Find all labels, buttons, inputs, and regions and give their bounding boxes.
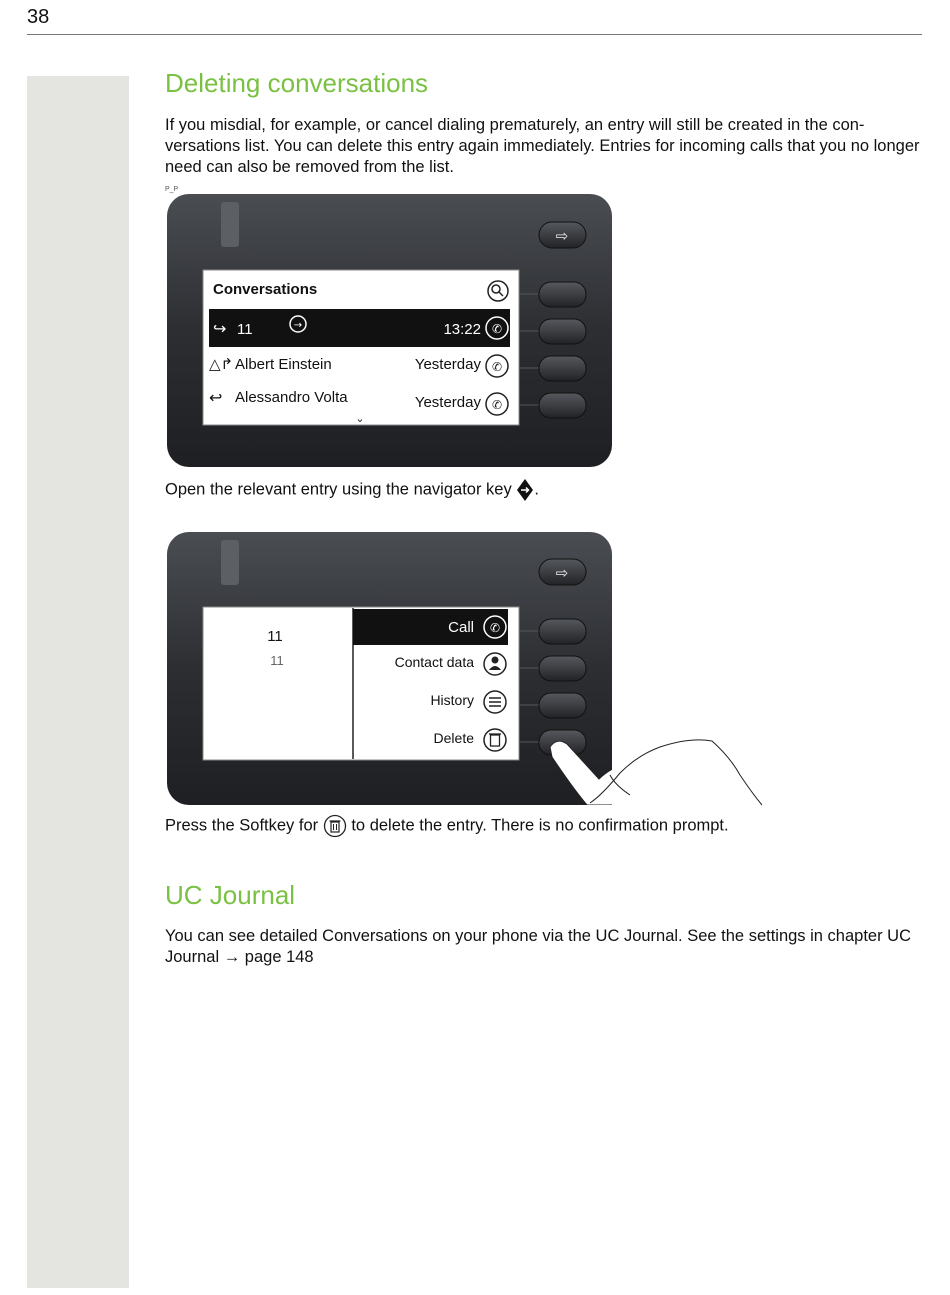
svg-text:✆: ✆ — [491, 360, 503, 374]
svg-text:→: → — [293, 320, 303, 331]
step1-instruction — [165, 478, 922, 502]
menu-item-label[interactable]: Contact data — [394, 654, 474, 670]
phone-illustration-conversations — [167, 194, 612, 467]
navigator-key-icon — [516, 478, 534, 502]
step2-text-after: to delete the entry. There is no confirmation prompt. — [351, 816, 729, 835]
hand-outline — [590, 735, 770, 810]
menu-item-label[interactable]: Delete — [433, 730, 474, 746]
step1-text: Open the relevant entry using the navigator key — [165, 480, 512, 499]
step2-instruction — [165, 814, 922, 838]
incoming-call-icon: ↩ — [209, 388, 223, 407]
softkey-1[interactable] — [539, 282, 586, 307]
softkey-contact-data[interactable] — [539, 656, 586, 681]
softkey-3[interactable] — [539, 356, 586, 381]
row-time: 13:22 — [443, 321, 481, 338]
row-name: Albert Einstein — [235, 356, 332, 373]
contact-number-secondary: 11 — [270, 653, 284, 668]
search-icon[interactable] — [488, 281, 508, 301]
page-number: 38 — [27, 6, 50, 28]
handset-hook — [221, 540, 239, 585]
section-title-uc-journal: UC Journal — [165, 880, 296, 910]
leave-icon: ⇨ — [555, 564, 569, 582]
row-name: Alessandro Volta — [235, 389, 348, 406]
uc-journal-paragraph: You can see detailed Conversations on your phone via the UC Journal. See the settings in chapter UC Journal → page 148 — [165, 927, 912, 966]
softkey-call[interactable] — [539, 619, 586, 644]
svg-text:✆: ✆ — [491, 322, 503, 336]
step1-period: . — [534, 480, 539, 499]
trash-icon — [323, 814, 347, 838]
svg-text:✆: ✆ — [491, 398, 503, 412]
svg-text:✆: ✆ — [489, 621, 501, 635]
outgoing-call-icon: ↪ — [213, 319, 227, 338]
section-title-deleting: Deleting conversations — [165, 68, 429, 98]
person-icon — [484, 653, 506, 675]
row-time: Yesterday — [414, 356, 481, 373]
leave-icon: ⇨ — [555, 227, 569, 245]
intro-paragraph: If you misdial, for example, or cancel dialing prematurely, an entry will still be created in the con-versations list. You can delete this entry again immediately. Entries for incoming calls that you no longer need can also be removed from the list. — [165, 116, 920, 176]
header-rule — [27, 34, 922, 35]
missed-call-icon: △↱ — [209, 355, 234, 373]
contact-number: 11 — [267, 628, 283, 645]
row-time: Yesterday — [414, 394, 481, 411]
phone-illustration-context-menu — [167, 532, 612, 805]
screen-title: Conversations — [213, 281, 318, 298]
image-tag: P_P — [165, 186, 179, 193]
menu-item-label[interactable]: History — [430, 692, 474, 708]
handset-hook — [221, 202, 239, 247]
side-margin-bar — [27, 76, 129, 1288]
step2-text-before: Press the Softkey for — [165, 816, 319, 835]
softkey-4[interactable] — [539, 393, 586, 418]
softkey-2[interactable] — [539, 319, 586, 344]
trash-icon — [484, 729, 506, 751]
scroll-down-icon: ⌄ — [355, 412, 365, 425]
row-name: 11 — [237, 321, 253, 338]
menu-item-label: Call — [448, 619, 474, 636]
softkey-history[interactable] — [539, 693, 586, 718]
